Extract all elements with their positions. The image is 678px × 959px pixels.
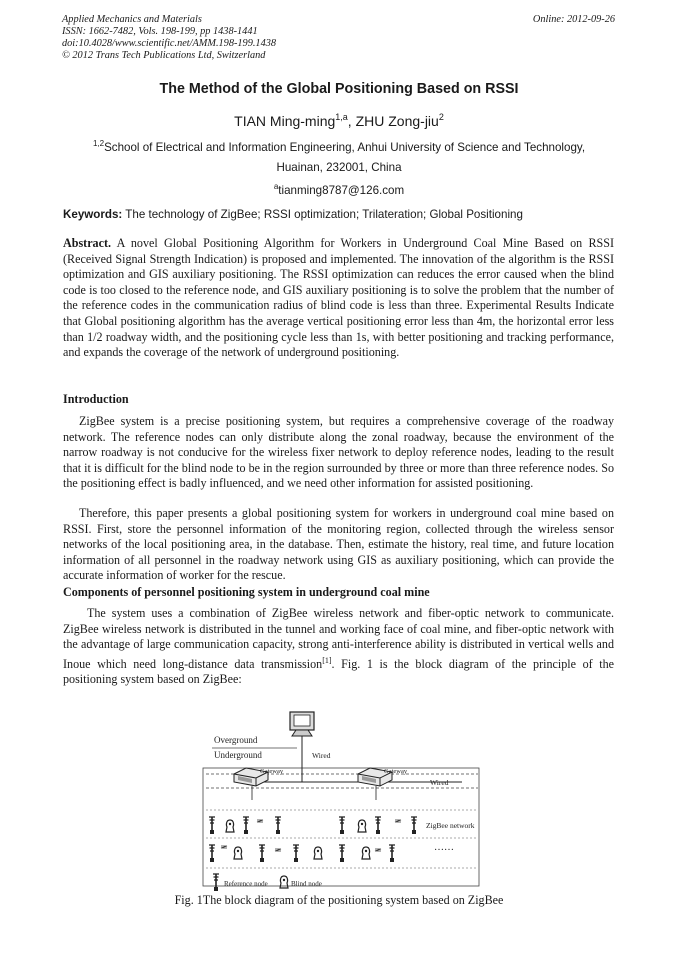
reference-nodes bbox=[209, 817, 417, 862]
author-line bbox=[0, 112, 678, 129]
figure-1-diagram bbox=[202, 710, 482, 892]
journal-name: Applied Mechanics and Materials bbox=[62, 14, 202, 25]
affiliation-line-2: Huainan, 232001, China bbox=[276, 161, 402, 174]
email-address: tianming8787@126.com bbox=[278, 184, 405, 197]
abstract-paragraph bbox=[63, 236, 614, 361]
keywords-text: The technology of ZigBee; RSSI optimization; Trilateration; Global Positioning bbox=[122, 208, 523, 221]
legend-blind-label: Blind node bbox=[291, 880, 322, 888]
abstract-text: A novel Global Positioning Algorithm for Workers in Underground Coal Mine Based on RSSI (Received Signal Strength Indication) is proposed and implemented. The innovation of the algorithm is the RSSI optimization and GIS auxiliary positioning. The RSSI optimization can reduces the error caused when the blind code is too closed to the reference node, and GIS auxiliary positioning is to solve the problem that the number of the reference codes in the communication radius of blind code is less than three. Experimental Results Indicate that Global positioning algorithm has the average vertical positioning error less than 4m, the horizontal error less than 1/2 roadway width, and the positioning cycle less than 1s, with better positioning and tracking performance, and expands the coverage of the network of underground positioning. bbox=[63, 236, 614, 360]
reference-node-icon bbox=[389, 845, 395, 862]
journal-metadata bbox=[62, 14, 276, 62]
author-separator: , bbox=[347, 113, 356, 129]
blind-node-icon bbox=[234, 847, 242, 859]
introduction-heading: Introduction bbox=[63, 392, 129, 406]
issn-line: ISSN: 1662-7482, Vols. 198-199, pp 1438-1441 bbox=[62, 26, 258, 37]
underground-label: Underground bbox=[214, 750, 262, 760]
introduction-paragraph-1: ZigBee system is a precise positioning system, but requires a comprehensive coverage of the roadway network. The reference nodes can only distribute along the zonal roadway, because the environment of the narrow roadway is not conducive for the wireless fixer network to deploy reference nodes, leading to the result that it is difficult for the blind node to be in the region surrounded by three or more than three reference nodes. So the positioning effect is badly influenced, and we need other information for assisted positioning. bbox=[63, 414, 614, 491]
blind-node-icon bbox=[226, 820, 234, 832]
components-paragraph bbox=[63, 606, 614, 688]
reference-node-icon bbox=[411, 817, 417, 834]
reference-node-icon bbox=[375, 817, 381, 834]
affiliation-line-1 bbox=[0, 139, 678, 154]
components-text-a: The system uses a combination of ZigBee wireless network and fiber-optic network to communicate. ZigBee wireless network is distributed in the tunnel and working face of coal mine, and fiber-optic network with the advantage of large communication capacity, strong anti-interference ability is distributed in vertical wells and Inoue which need long-distance data transmission bbox=[63, 606, 614, 671]
affiliation-superscript: 1,2 bbox=[92, 139, 105, 148]
email-line bbox=[0, 182, 678, 197]
figure-caption: Fig. 1The block diagram of the positioning system based on ZigBee bbox=[174, 893, 504, 907]
online-date: Online: 2012-09-26 bbox=[532, 14, 615, 25]
reference-node-icon bbox=[339, 817, 345, 834]
legend-reference-icon bbox=[213, 874, 219, 891]
reference-node-icon bbox=[339, 845, 345, 862]
components-heading: Components of personnel positioning system in underground coal mine bbox=[63, 585, 430, 599]
author-2-superscript: 2 bbox=[438, 112, 444, 122]
reference-node-icon bbox=[209, 845, 215, 862]
zigbee-network-label: ZigBee network bbox=[426, 821, 475, 830]
introduction-paragraph-2: Therefore, this paper presents a global positioning system for workers in underground coal mine based on RSSI. First, store the personnel information of the monitoring region, collected through the wireless sensor networks of the local positioning area, in the database. Then, estimate the history, real time, and future location information of all personnel in the roadway network using GIS as auxiliary positioning, which can provide the accurate information of worker for the rescue. bbox=[63, 506, 614, 583]
ellipsis-label: …… bbox=[434, 842, 454, 853]
reference-node-icon bbox=[275, 817, 281, 834]
reference-node-icon bbox=[209, 817, 215, 834]
wireless-links bbox=[221, 820, 401, 851]
legend-reference-label: Reference node bbox=[224, 880, 268, 888]
author-1-superscript: 1,a bbox=[335, 112, 348, 122]
abstract-label: Abstract. bbox=[63, 236, 112, 250]
citation-reference: [1] bbox=[322, 655, 332, 665]
author-2: ZHU Zong-jiu bbox=[355, 113, 439, 129]
gateway-left-label: Gateway bbox=[260, 768, 284, 775]
wired-top-label: Wired bbox=[312, 751, 331, 760]
paper-title: The Method of the Global Positioning Based on RSSI bbox=[159, 81, 519, 97]
keywords-line bbox=[63, 208, 623, 221]
blind-node-icon bbox=[314, 847, 322, 859]
reference-node-icon bbox=[259, 845, 265, 862]
wired-bottom-label: Wired bbox=[430, 778, 449, 787]
author-1: TIAN Ming-ming bbox=[234, 113, 336, 129]
overground-label: Overground bbox=[214, 735, 258, 745]
blind-nodes bbox=[226, 820, 370, 859]
email-superscript: a bbox=[273, 182, 279, 191]
components-text-b: . Fig. 1 is the block diagram of the principle of the positioning system based on ZigBee: bbox=[63, 656, 615, 687]
copyright-line: © 2012 Trans Tech Publications Ltd, Switzerland bbox=[62, 50, 266, 61]
keywords-label: Keywords: bbox=[63, 208, 123, 221]
block-diagram-svg bbox=[202, 710, 482, 892]
affiliation-text: School of Electrical and Information Engineering, Anhui University of Science and Technology, bbox=[104, 141, 586, 154]
blind-node-icon bbox=[362, 847, 370, 859]
monitor-computer-icon bbox=[290, 712, 314, 736]
reference-node-icon bbox=[243, 817, 249, 834]
gateway-right-label: Gateway bbox=[384, 768, 408, 775]
blind-node-icon bbox=[358, 820, 366, 832]
doi-line: doi:10.4028/www.scientific.net/AMM.198-199.1438 bbox=[62, 38, 277, 49]
reference-node-icon bbox=[293, 845, 299, 862]
